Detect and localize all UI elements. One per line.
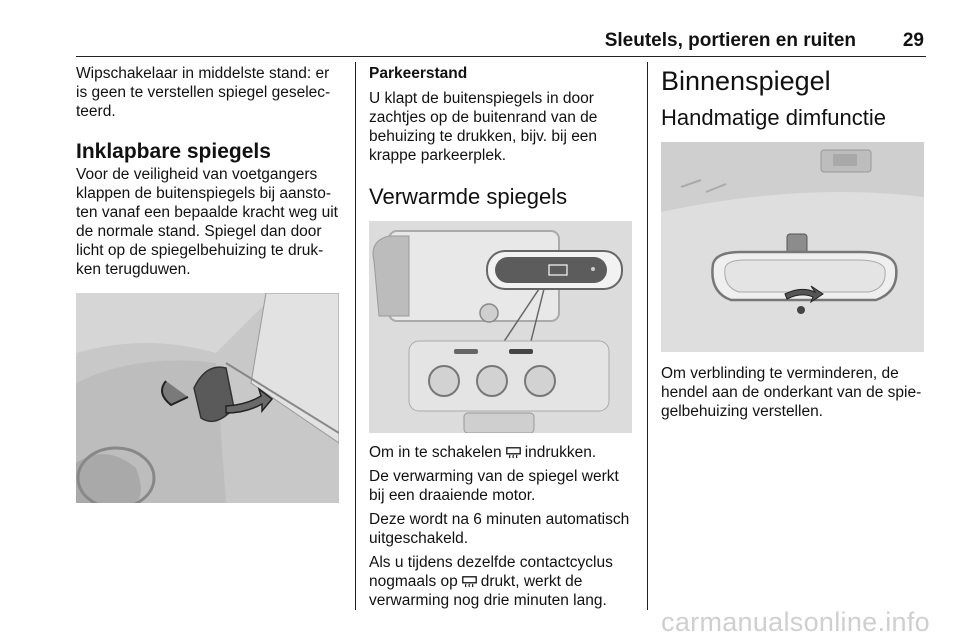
heated-mirrors-heading: Verwarmde spiegels <box>369 184 568 209</box>
header-divider <box>76 56 926 57</box>
watermark: carmanualsonline.info <box>661 607 930 637</box>
press-again-line-2 <box>369 572 634 591</box>
page-header-title: Sleutels, portieren en ruiten <box>604 30 856 51</box>
folding-mirror-illustration <box>76 293 339 503</box>
interior-mirror-illustration <box>661 142 924 352</box>
heated-mirror-switch-illustration <box>369 221 632 433</box>
heated-auto-off-text: Deze wordt na 6 minuten automatisch uitgeschakeld. <box>369 511 630 547</box>
switch-on-instruction <box>369 443 634 462</box>
switch-on-text-before: Om in te schakelen <box>369 444 502 461</box>
manual-dimming-heading: Handmatige dimfunctie <box>661 105 887 130</box>
column-1 <box>76 64 341 503</box>
folding-mirrors-heading: Inklapbare spiegels <box>76 140 271 163</box>
switch-on-text-after: indrukken. <box>524 444 597 461</box>
heated-mirror-icon <box>506 447 521 460</box>
heated-engine-text: De verwarming van de spiegel werkt bij een draaiende motor. <box>369 468 619 504</box>
interior-mirror-heading: Binnenspiegel <box>661 66 831 96</box>
dimming-text: Om verblinding te verminderen, de hendel aan de onderkant van de spie-gelbehuizing verstellen. <box>661 365 922 420</box>
folding-mirrors-text: Voor de veiligheid van voetgangers klappen de buitenspiegels bij aansto-ten vanaf een bepaalde kracht weg uit de normale stand. Spiegel dan door licht op de spiegelbehuizing te druk-ken terugduwen. <box>76 166 338 278</box>
parking-position-text: U klapt de buitenspiegels in door zachtjes op de buitenrand van de behuizing te drukken, bijv. bij een krappe parkeerplek. <box>369 90 598 164</box>
press-again-text-after: drukt, werkt de <box>480 573 583 590</box>
press-again-line-3: verwarming nog drie minuten lang. <box>369 592 607 609</box>
page-number: 29 <box>902 30 924 51</box>
press-again-text-before: nogmaals op <box>369 573 458 590</box>
intro-paragraph: Wipschakelaar in middelste stand: er is geen te verstellen spiegel geselec-teerd. <box>76 65 331 120</box>
heated-mirror-icon <box>462 576 477 589</box>
column-divider <box>355 62 356 610</box>
parking-position-heading: Parkeerstand <box>369 65 468 82</box>
column-divider <box>647 62 648 610</box>
press-again-line-1: Als u tijdens dezelfde contactcyclus <box>369 554 613 571</box>
column-3 <box>661 64 926 421</box>
column-2 <box>369 64 634 610</box>
